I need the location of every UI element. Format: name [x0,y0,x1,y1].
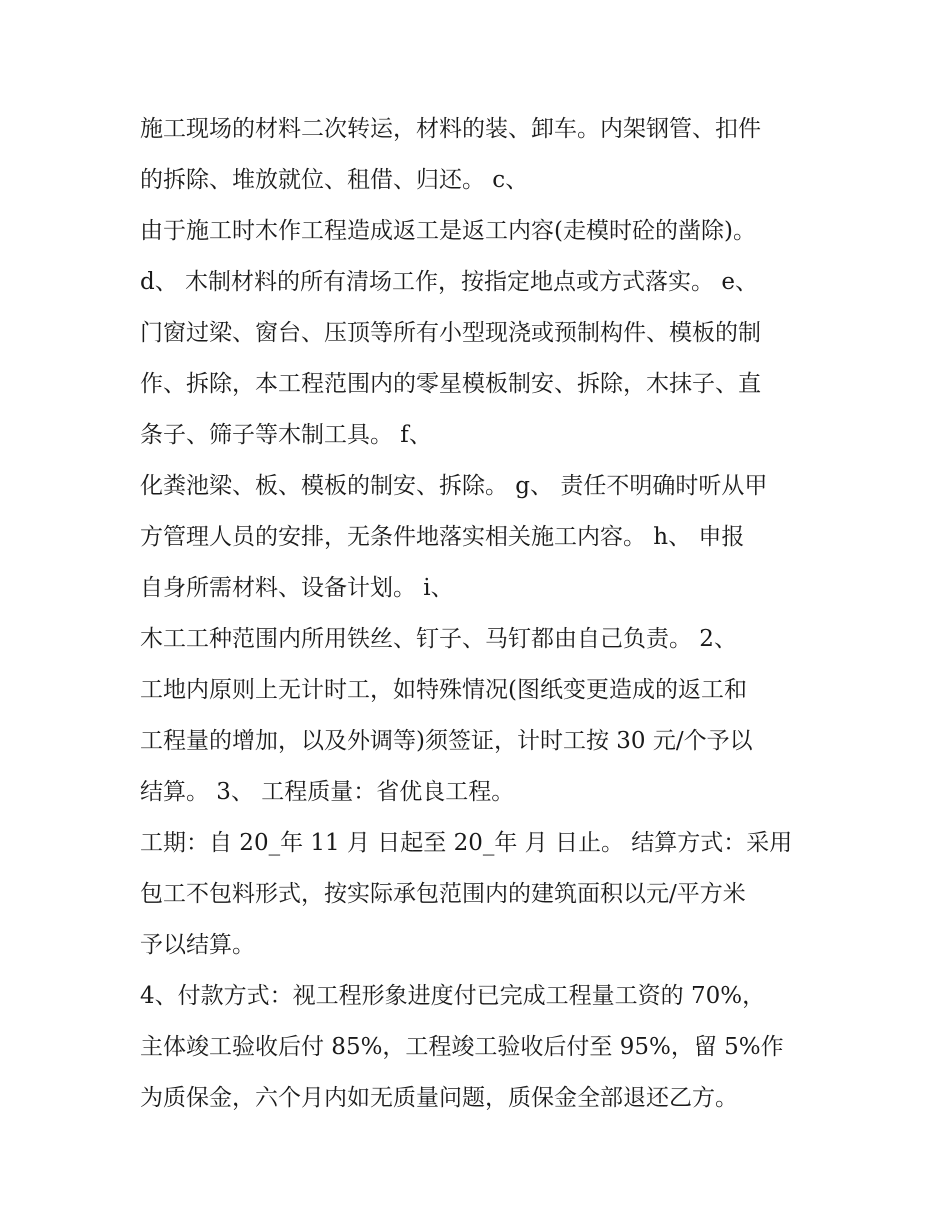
text-line: 为质保金，六个月内如无质量问题，质保金全部退还乙方。 [140,1085,738,1111]
text-line: 工地内原则上无计时工，如特殊情况(图纸变更造成的返工和 [140,677,747,703]
text-line: 木工工种范围内所用铁丝、钉子、马钉都由自己负责。 2、 [140,626,737,652]
text-line: 结算。 3、 工程质量：省优良工程。 [140,779,515,805]
text-line: 予以结算。 [140,932,255,958]
text-line: 由于施工时木作工程造成返工是返工内容(走模时砼的凿除)。 [140,218,756,244]
text-line: 工程量的增加，以及外调等)须签证，计时工按 30 元/个予以 [140,728,753,754]
text-line: 自身所需材料、设备计划。 i、 [140,575,454,601]
text-line: d、 木制材料的所有清场工作，按指定地点或方式落实。 e、 [140,269,758,295]
text-line: 的拆除、堆放就位、租借、归还。 c、 [140,167,529,193]
text-line: 施工现场的材料二次转运，材料的装、卸车。内架钢管、扣件 [140,116,761,142]
text-line: 工期：自 20_年 11 月 日起至 20_年 月 日止。 结算方式：采用 [140,830,793,856]
text-line: 方管理人员的安排，无条件地落实相关施工内容。 h、 申报 [140,524,745,550]
text-line: 条子、筛子等木制工具。 f、 [140,422,432,448]
text-line: 化粪池梁、板、模板的制安、拆除。 g、 责任不明确时听从甲 [140,473,768,499]
text-line: 包工不包料形式，按实际承包范围内的建筑面积以元/平方米 [140,881,746,907]
text-line: 作、拆除，本工程范围内的零星模板制安、拆除，木抹子、直 [140,371,761,397]
contract-text-block [140,104,840,1124]
text-line: 主体竣工验收后付 85%，工程竣工验收后付至 95%，留 5%作 [140,1034,784,1060]
text-line: 门窗过梁、窗台、压顶等所有小型现浇或预制构件、模板的制 [140,320,761,346]
text-line: 4、付款方式：视工程形象进度付已完成工程量工资的 70%， [140,983,766,1009]
